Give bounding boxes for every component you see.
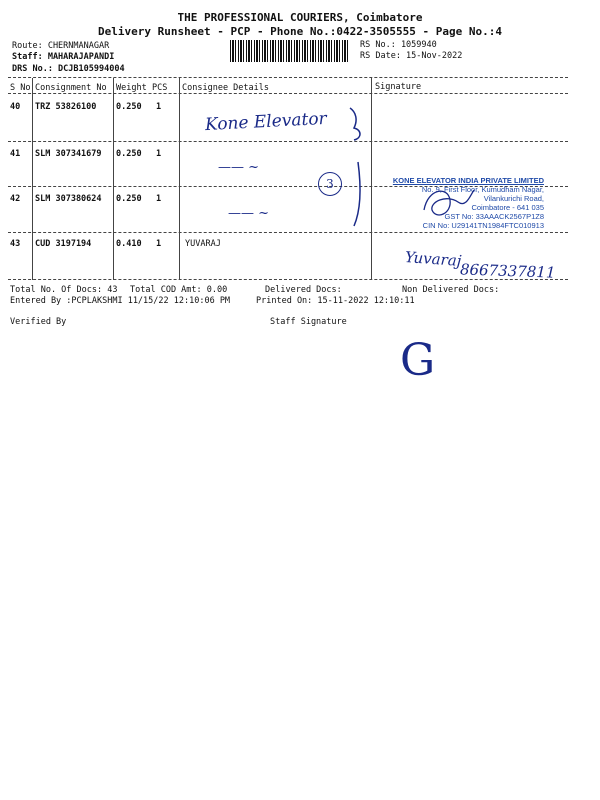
staff-signature-label: Staff Signature [270, 317, 347, 327]
stamp-line3: Coimbatore - 641 035 [471, 203, 544, 212]
handwritten-phone: 8667337811 [459, 260, 556, 282]
entered-by: Entered By :PCPLAKSHMI 11/15/22 12:10:06 PM [10, 296, 231, 306]
handwritten-kone-elevator: Kone Elevator [204, 108, 328, 136]
row-43-pcs: 1 [156, 239, 162, 249]
col-pcs: PCS [152, 83, 168, 93]
col-divider [179, 78, 180, 280]
col-sno: S No [10, 83, 31, 93]
total-docs: Total No. Of Docs: 43 [10, 285, 118, 295]
stamp-line1: No. 9, First Floor, Kumudham Nagar, [421, 185, 544, 194]
row-40-pcs: 1 [156, 102, 162, 112]
barcode [230, 40, 350, 62]
col-weight: Weight [116, 83, 147, 93]
route-label: Route: CHERNMANAGAR [12, 41, 110, 51]
table-header-rule [8, 93, 568, 94]
runsheet-subtitle: Delivery Runsheet - PCP - Phone No.:0422-3505555 - Page No.:4 [98, 25, 502, 38]
row-43-consignment: CUD 3197194 [35, 239, 92, 249]
staff-label: Staff: MAHARAJAPANDI [12, 52, 115, 62]
row-41-sno: 41 [10, 149, 21, 159]
delivered-docs: Delivered Docs: [265, 285, 342, 295]
table-top-rule [8, 77, 568, 78]
handwritten-yuvaraj: Yuvaraj [404, 248, 463, 270]
drs-number: DRS No.: DCJB105994004 [12, 64, 125, 74]
col-divider [32, 78, 33, 280]
stamp-signature-scribble [418, 180, 478, 228]
row-42-pcs: 1 [156, 194, 162, 204]
row-42-sno: 42 [10, 194, 21, 204]
row-43-sno: 43 [10, 239, 21, 249]
col-signature: Signature [375, 82, 422, 92]
total-cod: Total COD Amt: 0.00 [130, 285, 228, 295]
row-40-consignment: TRZ 53826100 [35, 102, 97, 112]
row-rule [8, 232, 568, 233]
handwritten-circled-count: 3 [318, 172, 342, 196]
stamp-company: KONE ELEVATOR INDIA PRIVATE LIMITED [392, 176, 544, 185]
row-40-weight: 0.250 [116, 102, 142, 112]
stamp-cin: CIN No: U29141TN1984FTC010913 [422, 221, 544, 230]
staff-signature-initial: G [400, 335, 436, 386]
handwritten-dash-41: —— ~ [218, 160, 260, 175]
non-delivered-docs: Non Delivered Docs: [402, 285, 500, 295]
row-41-consignment: SLM 307341679 [35, 149, 102, 159]
handwritten-dash-42: —— ~ [228, 206, 270, 221]
company-title: THE PROFESSIONAL COURIERS, Coimbatore [177, 11, 423, 24]
rs-number: RS No.: 1059940 [360, 40, 437, 50]
row-41-weight: 0.250 [116, 149, 142, 159]
row-42-consignment: SLM 307380624 [35, 194, 102, 204]
printed-on: Printed On: 15-11-2022 12:10:11 [256, 296, 415, 306]
col-consignee: Consignee Details [182, 83, 269, 93]
row-40-sno: 40 [10, 102, 21, 112]
col-consignment: Consignment No [35, 83, 107, 93]
row-rule [8, 141, 568, 142]
verified-by: Verified By [10, 317, 67, 327]
stamp-line2: Vilankurichi Road, [483, 194, 544, 203]
stamp-gst: GST No: 33AAACK2567P1Z8 [444, 212, 544, 221]
col-divider [113, 78, 114, 280]
row-42-weight: 0.250 [116, 194, 142, 204]
rs-date: RS Date: 15-Nov-2022 [360, 51, 463, 61]
row-41-pcs: 1 [156, 149, 162, 159]
row-43-weight: 0.410 [116, 239, 142, 249]
row-43-consignee: YUVARAJ [185, 239, 221, 249]
